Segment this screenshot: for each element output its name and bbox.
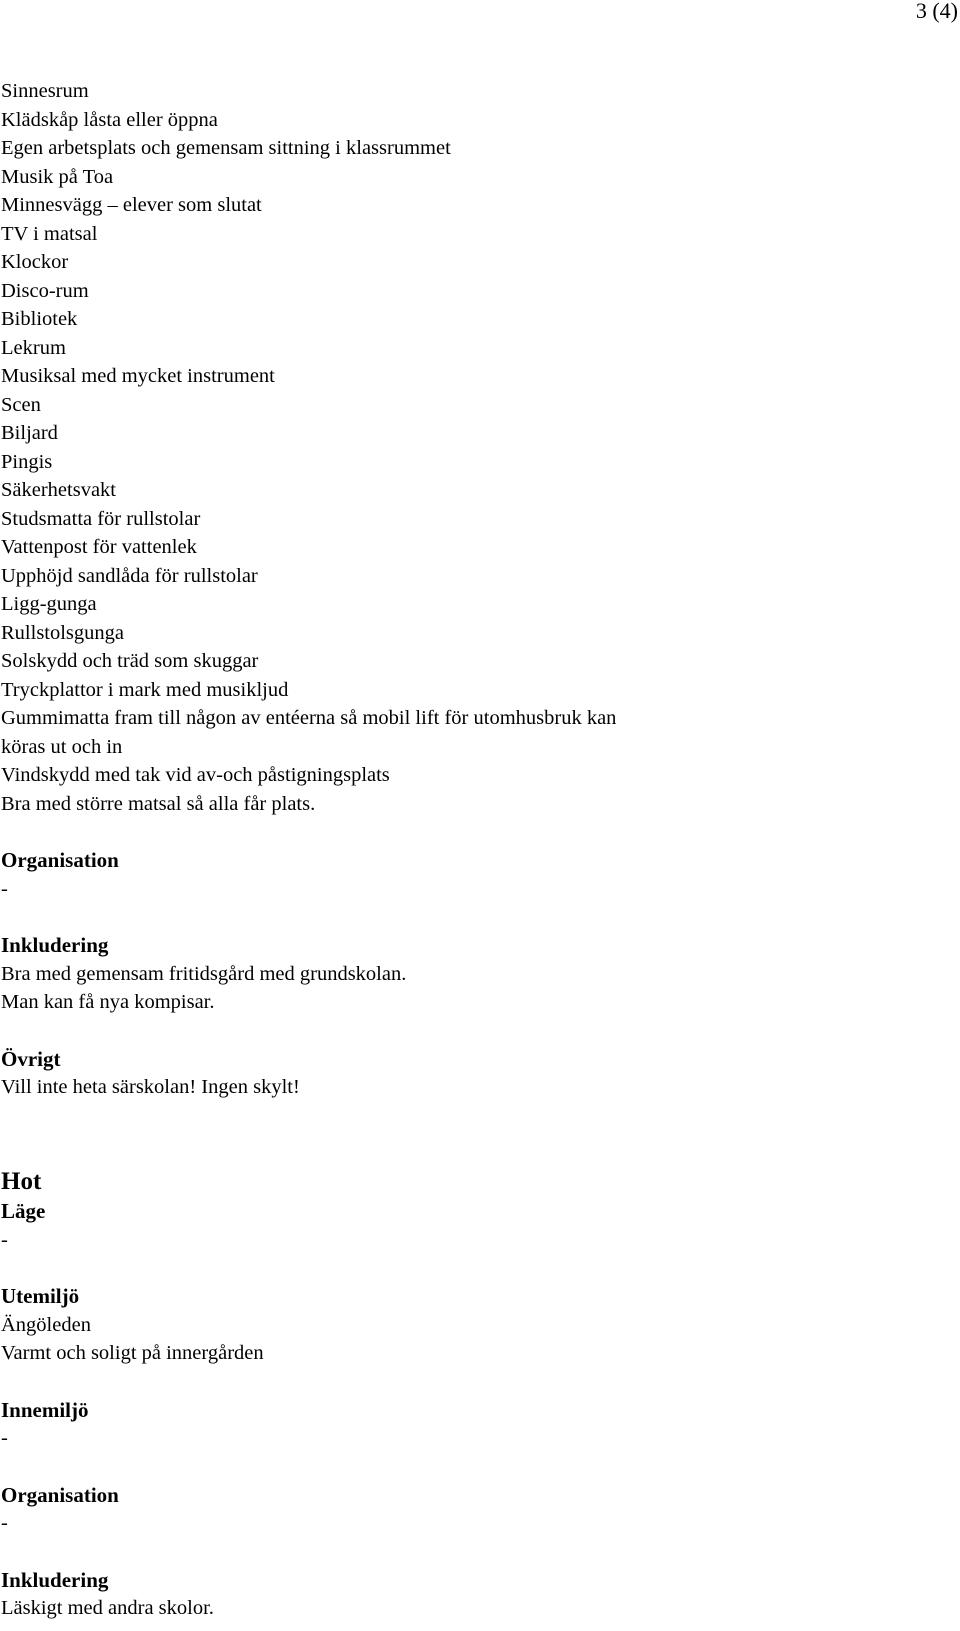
list-item: Solskydd och träd som skuggar: [1, 650, 259, 672]
section-heading: Organisation: [1, 848, 119, 872]
list-item: TV i matsal: [1, 222, 98, 245]
list-item: Studsmatta för rullstolar: [1, 507, 201, 530]
spacer: [1, 1254, 951, 1282]
section-innemiljo: [1, 1396, 951, 1453]
section-text: Vill inte heta särskolan! Ingen skylt!: [1, 1076, 300, 1098]
section-text: Bra med gemensam fritidsgård med grundskolan.: [1, 962, 407, 985]
list-item: Egen arbetsplats och gemensam sittning i klassrummet: [1, 137, 451, 159]
list-item: Ligg-gunga: [1, 593, 97, 615]
spacer: [1, 903, 951, 931]
list-item: Lekrum: [1, 336, 66, 359]
list-item: Säkerhetsvakt: [1, 479, 116, 501]
section-inkludering: [1, 1566, 951, 1623]
section-text: -: [1, 877, 8, 900]
section-lage: [1, 1197, 951, 1254]
list-item: Scen: [1, 393, 41, 416]
hot-section: [1, 1167, 951, 1623]
hot-title: Hot: [1, 1168, 42, 1195]
section-text: Läskigt med andra skolor.: [1, 1597, 214, 1619]
section-text: -: [1, 1512, 8, 1534]
section-text: Varmt och soligt på innergården: [1, 1342, 264, 1364]
list-item: Vindskydd med tak vid av-och påstigningsplats: [1, 764, 390, 786]
spacer: [1, 1368, 951, 1396]
list-item: Musik på Toa: [1, 165, 114, 188]
section-heading: Inkludering: [1, 1567, 109, 1592]
section-text: -: [1, 1228, 8, 1251]
list-item: Upphöjd sandlåda för rullstolar: [1, 564, 258, 587]
list-item: Biljard: [1, 422, 58, 444]
list-item: Disco-rum: [1, 279, 89, 302]
section-organisation: [1, 846, 951, 903]
list-item: Vattenpost för vattenlek: [1, 536, 197, 558]
spacer: [1, 1538, 951, 1566]
list-item: Klädskåp låsta eller öppna: [1, 108, 218, 131]
section-heading: Innemiljö: [1, 1397, 89, 1422]
section-text: Ängöleden: [1, 1313, 91, 1336]
section-heading: Övrigt: [1, 1046, 61, 1071]
section-text: Man kan få nya kompisar.: [1, 991, 215, 1013]
spacer: [1, 818, 951, 846]
section-inkludering: [1, 931, 951, 1017]
section-heading: Inkludering: [1, 933, 109, 957]
list-item: Musiksal med mycket instrument: [1, 365, 275, 387]
section-heading: Läge: [1, 1199, 46, 1223]
list-item: Tryckplattor i mark med musikljud: [1, 678, 289, 701]
list-item: Klockor: [1, 251, 69, 273]
list-item: köras ut och in: [1, 735, 123, 758]
section-utemiljo: [1, 1282, 951, 1368]
list-item: Sinnesrum: [1, 80, 89, 102]
list-item: Rullstolsgunga: [1, 621, 125, 644]
section-organisation: [1, 1481, 951, 1538]
spacer: [1, 1453, 951, 1481]
section-heading: Utemiljö: [1, 1284, 80, 1308]
list-item: Bra med större matsal så alla får plats.: [1, 792, 316, 815]
list-item: Bibliotek: [1, 308, 78, 330]
section-heading: Organisation: [1, 1482, 119, 1507]
section-text: -: [1, 1427, 8, 1449]
facility-list: [1, 77, 951, 818]
section-ovrigt: [1, 1045, 951, 1102]
page-number: 3 (4): [915, 0, 958, 23]
list-item: Minnesvägg – elever som slutat: [1, 194, 262, 216]
spacer: [1, 1017, 951, 1045]
list-item: Gummimatta fram till någon av entéerna så mobil lift för utomhusbruk kan: [1, 707, 617, 729]
document-body: [1, 77, 951, 1102]
list-item: Pingis: [1, 450, 53, 473]
